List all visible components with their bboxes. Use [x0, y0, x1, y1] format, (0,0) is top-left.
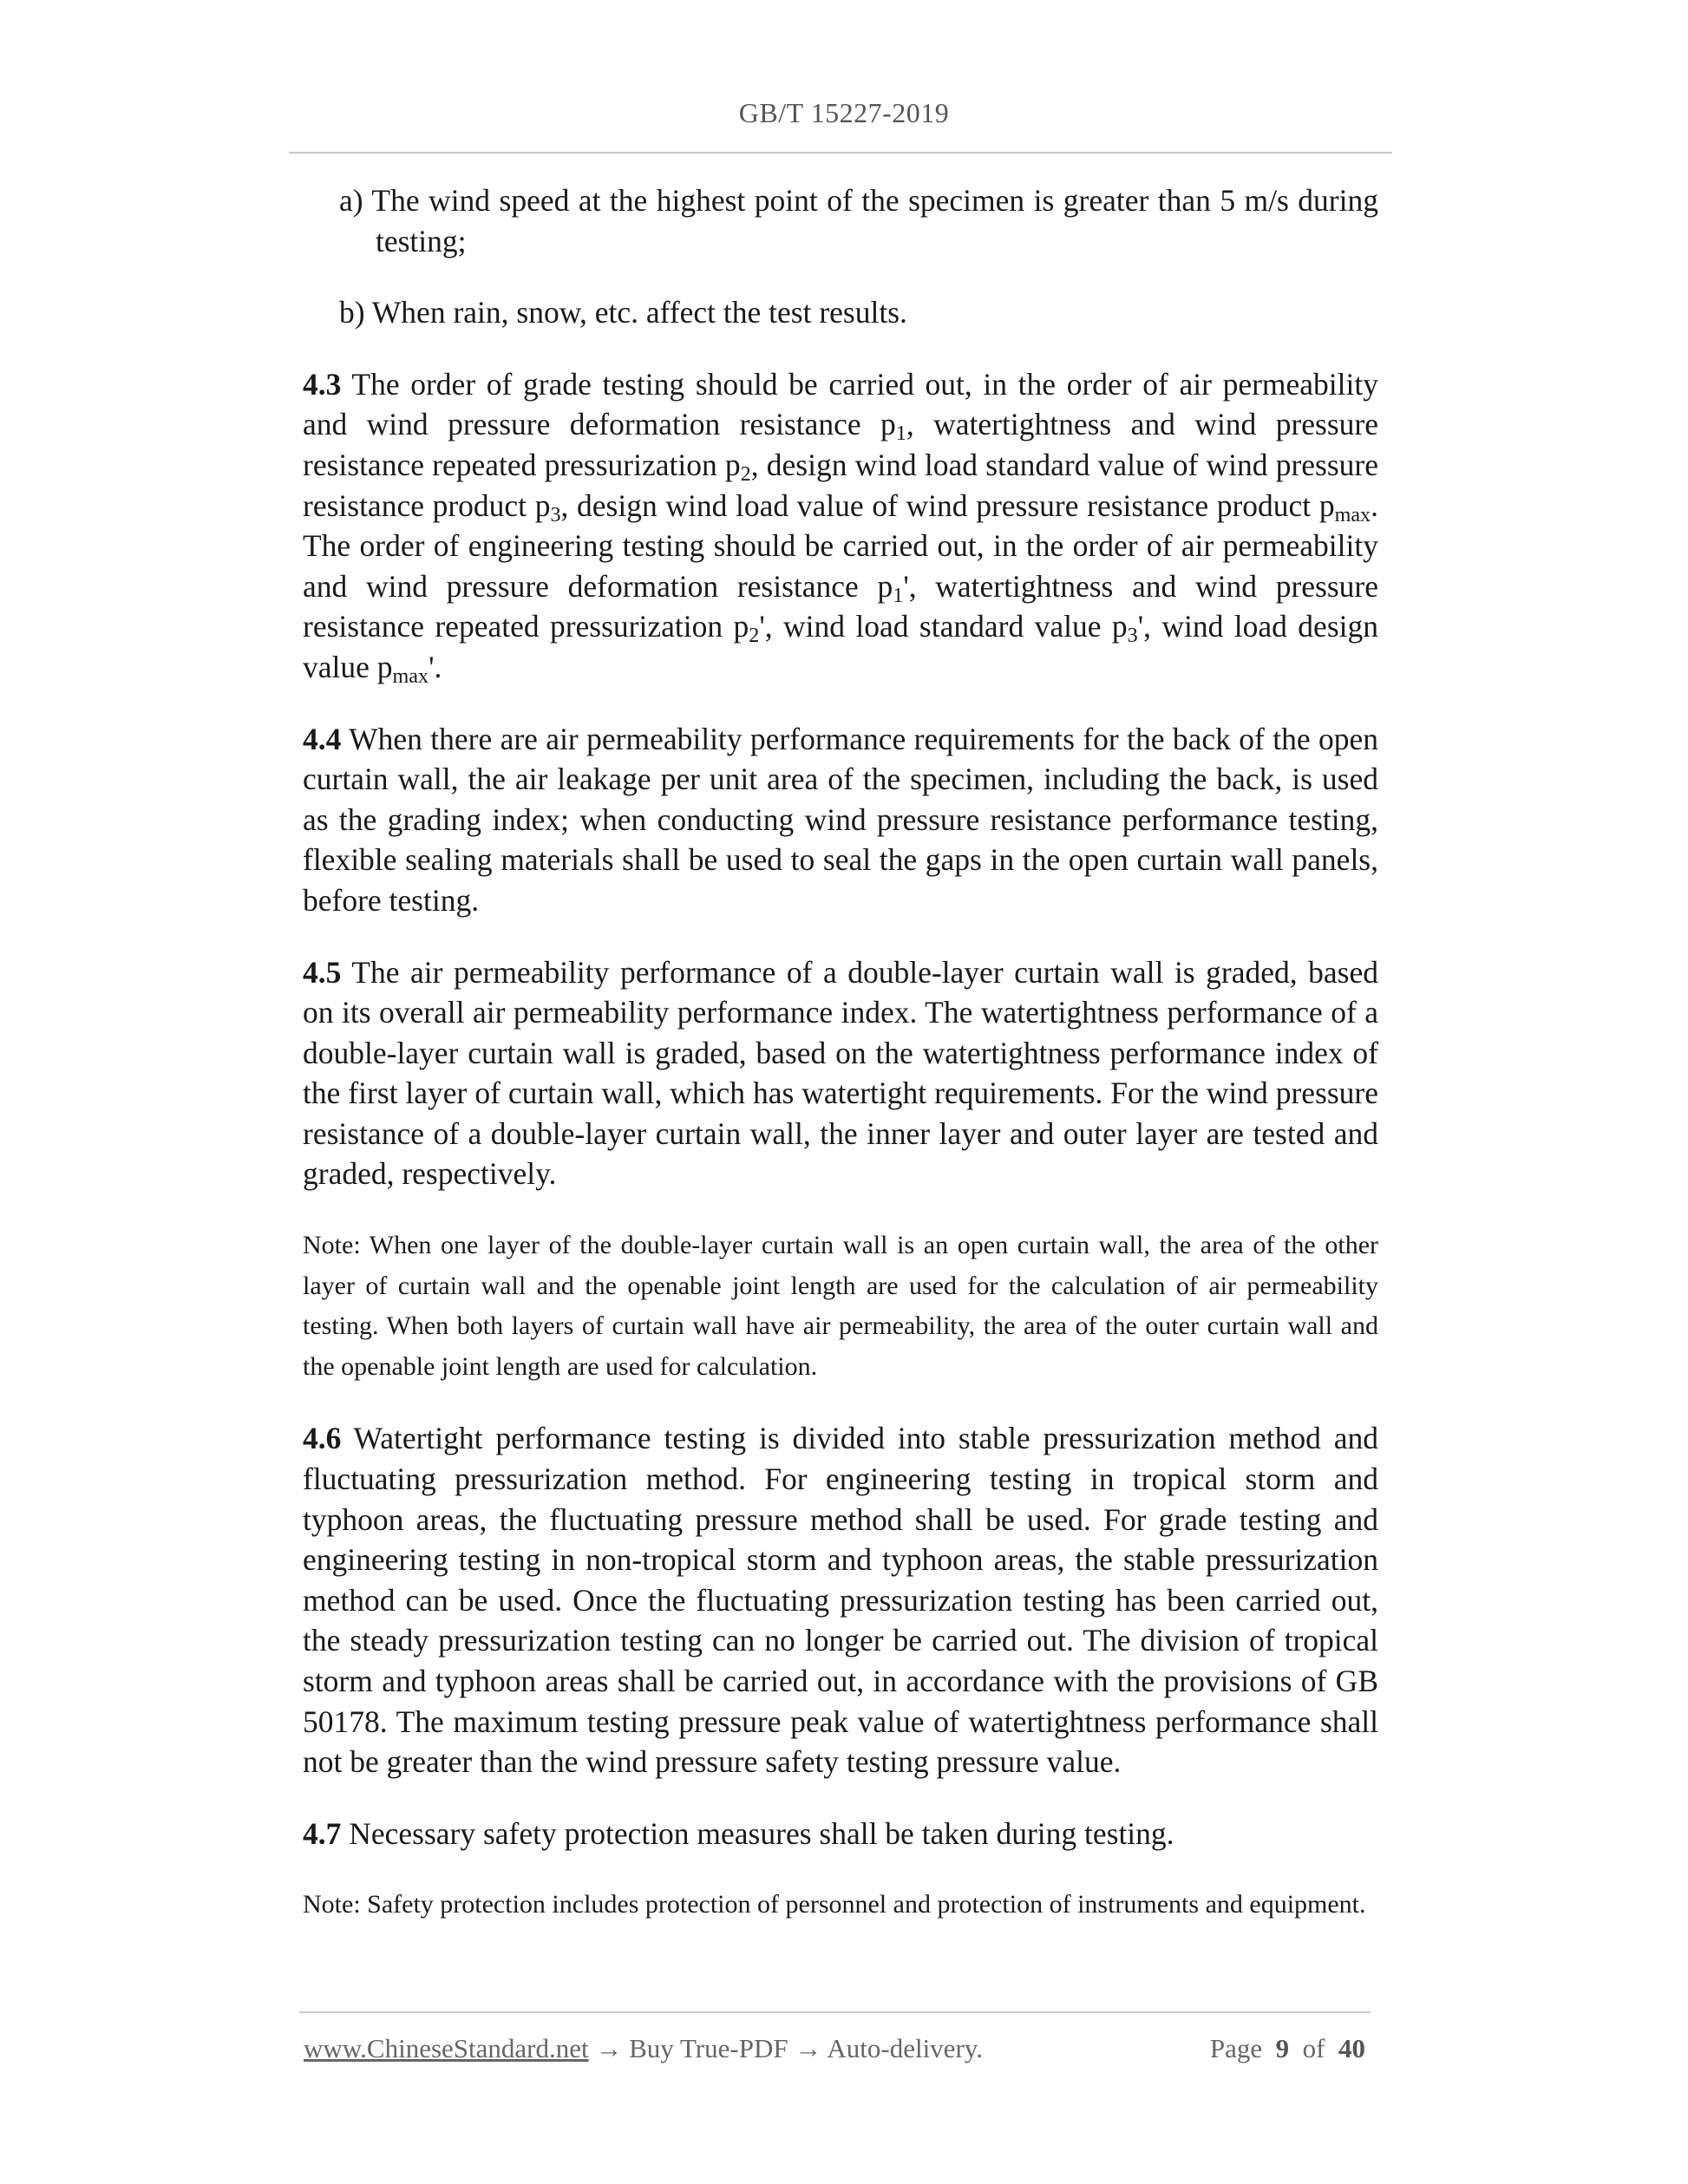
clause-4-5 [303, 952, 1378, 1195]
clause-text: , design wind load value of wind pressure resistance product p [560, 487, 1335, 523]
clause-text: , watertightness and wind pressure resistance repeated pressurization p [303, 407, 1379, 482]
clause-number: 4.3 [303, 366, 342, 402]
clause-text: Watertight performance testing is divided into stable pressurization method and fluctuating pressurization method. For engineering testing in tropical storm and typhoon areas, the fluctuating pressure method shall be used. For grade testing and engineering testing in non-tropical storm and typhoon areas, the stable pressurization method can be used. Once the fluctuating pressurization testing has been carried out, the steady pressurization testing can no longer be carried out. The division of tropical storm and typhoon areas shall be carried out, in accordance with the provisions of GB 50178. The maximum testing pressure peak value of watertightness performance shall not be greater than the wind pressure safety testing pressure value. [303, 1421, 1378, 1780]
of-label: of [1302, 2033, 1325, 2063]
footer-divider [299, 2011, 1371, 2013]
subscript: max [392, 664, 429, 688]
clause-text: ', wind load standard value p [759, 609, 1128, 644]
clause-4-3 [303, 364, 1378, 688]
note-safety: Note: Safety protection includes protection of personnel and protection of instruments and equipment. [303, 1890, 1366, 1919]
subscript: 3 [1127, 624, 1138, 648]
clause-number: 4.7 [303, 1815, 342, 1851]
clause-text: ', wind load design value p [303, 609, 1378, 684]
footer-promo-text: → Buy True-PDF → Auto-delivery. [588, 2033, 983, 2063]
clause-4-6 [303, 1418, 1378, 1782]
clause-number: 4.6 [303, 1421, 342, 1456]
clause-4-4 [303, 719, 1378, 921]
website-link[interactable]: www.ChineseStandard.net [304, 2033, 589, 2063]
clause-number: 4.4 [303, 721, 342, 756]
clause-text: . The order of engineering testing should be carried out, in the order of air permeability and wind pressure deformation resistance p [303, 487, 1378, 604]
subscript: 3 [550, 502, 561, 526]
clause-text: The air permeability performance of a double-layer curtain wall is graded, based on its overall air permeability performance index. The watertightness performance of a double-layer curtain wall is graded, based on the watertightness performance index of the first layer of curtain wall, which has watertight requirements. For the wind pressure resistance of a double-layer curtain wall, the inner layer and outer layer are tested and graded, respectively. [303, 954, 1378, 1192]
subscript: 1 [893, 583, 904, 607]
subscript: 2 [740, 462, 751, 486]
clause-text: The order of grade testing should be carried out, in the order of air permeability and wind pressure deformation resistance p [303, 366, 1378, 442]
footer-promo [304, 2033, 983, 2064]
document-body [303, 180, 1378, 1957]
header-divider [289, 152, 1392, 154]
clause-text: ', watertightness and wind pressure resistance repeated pressurization p [303, 568, 1378, 644]
page-counter [1210, 2033, 1365, 2064]
subscript: 2 [749, 624, 760, 648]
clause-4-7 [303, 1814, 1378, 1854]
clause-text: Necessary safety protection measures shall be taken during testing. [341, 1815, 1174, 1851]
note-double-layer: Note: When one layer of the double-layer curtain wall is an open curtain wall, the area of the other layer of curtain wall and the openable joint length are used for the calculation of air permeability testing. When both layers of curtain wall have air permeability, the area of the outer curtain wall and the openable joint length are used for calculation. [303, 1231, 1378, 1381]
subscript: max [1334, 502, 1371, 526]
clause-text: '. [429, 649, 442, 684]
page-number: 9 [1275, 2033, 1290, 2063]
clause-number: 4.5 [303, 954, 342, 990]
clause-text: , design wind load standard value of wind pressure resistance product p [303, 447, 1378, 523]
page-total: 40 [1338, 2033, 1365, 2063]
list-item-b: b) When rain, snow, etc. affect the test results. [339, 295, 907, 330]
clause-text: When there are air permeability performance requirements for the back of the open curtain wall, the air leakage per unit area of the specimen, including the back, is used as the grading index; when conducting wind pressure resistance performance testing, flexible sealing materials shall be used to seal the gaps in the open curtain wall panels, before testing. [303, 721, 1378, 918]
page-label: Page [1209, 2033, 1263, 2063]
page-header-title: GB/T 15227-2019 [738, 97, 950, 128]
list-item-a: a) The wind speed at the highest point of the specimen is greater than 5 m/s during testing; [339, 183, 1378, 258]
subscript: 1 [895, 422, 906, 446]
